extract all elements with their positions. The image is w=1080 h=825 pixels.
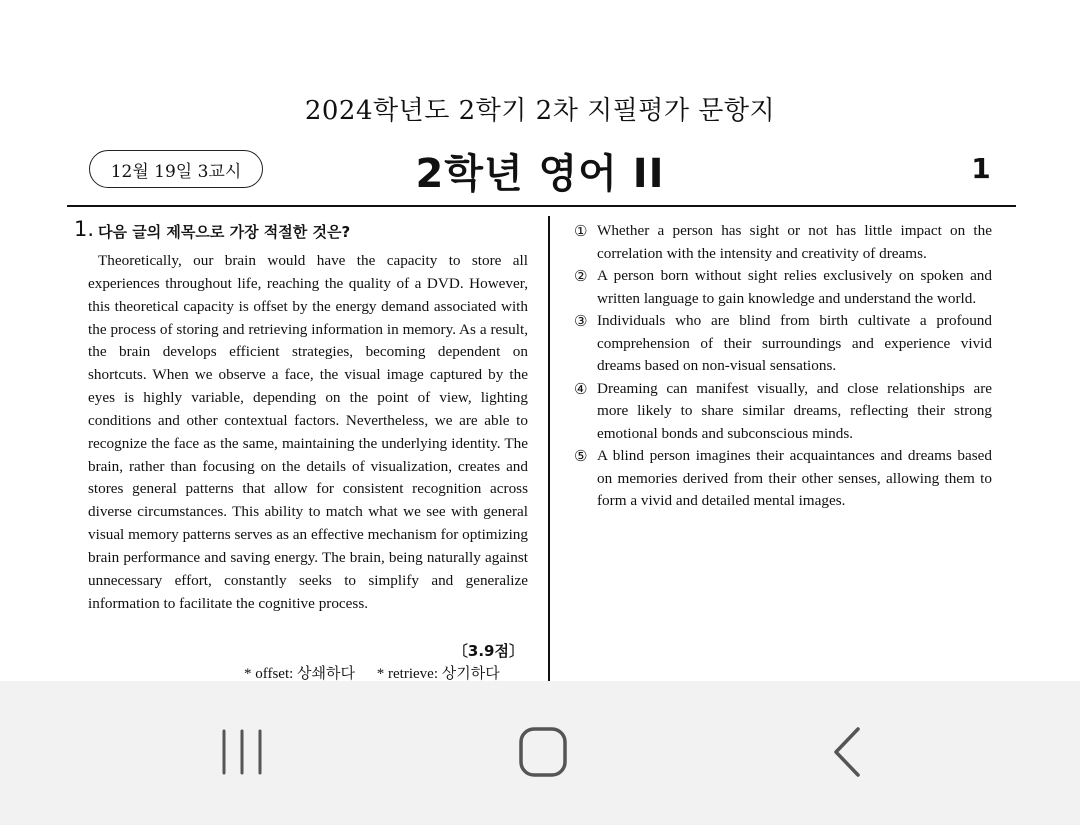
option-marker: ⑤ xyxy=(574,447,588,465)
header-divider xyxy=(67,205,1016,207)
footnote: * retrieve: 상기하다 xyxy=(376,666,500,681)
option-marker: ② xyxy=(574,267,588,285)
answer-option xyxy=(574,310,992,378)
subject-title: 2학년 영어 II xyxy=(415,151,665,197)
home-icon xyxy=(503,721,583,785)
footnotes xyxy=(244,662,534,681)
answer-option xyxy=(574,265,992,310)
recent-apps-button[interactable] xyxy=(202,721,282,785)
column-divider xyxy=(548,216,550,681)
recent-apps-icon xyxy=(202,721,282,785)
reading-passage xyxy=(88,250,528,616)
exam-title: 2024학년도 2학기 2차 지필평가 문항지 xyxy=(304,96,776,126)
points-label: 〔3.9점〕 xyxy=(452,642,524,660)
answer-option xyxy=(574,220,992,265)
answer-option xyxy=(574,378,992,446)
passage-text: Theoretically, our brain would have the capacity to store all experiences throughout life, reaching the quality of a DVD. However, this theoretical capacity is offset by the energy demand associated with the process of storing and retrieving information in memory. As a result, the brain develops efficient strategies, becoming dependent on shortcuts. When we observe a face, the visual image captured by the eyes is highly variable, depending on the point of view, lighting conditions and other contextual factors. Nevertheless, we are able to recognize the face as the same, maintaining the underlying identity. The brain, rather than focusing on the details of visualization, creates and stores general patterns that allow for consistent recognition across diverse circumstances. This ability to match what we see with general visual memory patterns serves as an effective mechanism for optimizing brain performance and saving energy. The brain, being naturally against unnecessary effort, constantly seeks to simplify and generalize information to facilitate the cognitive process. xyxy=(88,252,528,612)
option-marker: ① xyxy=(574,222,588,240)
answer-option xyxy=(574,445,992,513)
question-number: 1. xyxy=(74,217,95,241)
back-button[interactable] xyxy=(808,721,888,785)
option-text: Whether a person has sight or not has little impact on the correlation with the intensity and creativity of dreams. xyxy=(597,222,992,262)
footnote: * offset: 상쇄하다 xyxy=(244,666,356,681)
answer-options xyxy=(574,220,992,513)
page-number: 1 xyxy=(971,152,991,185)
option-text: Dreaming can manifest visually, and close relationships are more likely to share similar dreams, reflecting their strong emotional bonds and subconscious minds. xyxy=(597,379,992,442)
option-text: A person born without sight relies exclusively on spoken and written language to gain knowledge and understand the world. xyxy=(597,267,992,307)
date-period-badge: 12월 19일 3교시 xyxy=(89,150,263,188)
navigation-bar xyxy=(0,681,1080,825)
option-text: A blind person imagines their acquaintances and dreams based on memories derived from their other senses, allowing them to form a vivid and detailed mental images. xyxy=(597,447,992,509)
option-marker: ④ xyxy=(574,379,588,398)
question-prompt: 다음 글의 제목으로 가장 적절한 것은? xyxy=(98,223,351,241)
option-marker: ③ xyxy=(574,312,588,330)
home-button[interactable] xyxy=(503,721,583,785)
option-text: Individuals who are blind from birth cultivate a profound comprehension of their surroundings and experience vivid dreams based on non-visual sensations. xyxy=(597,312,992,374)
back-icon xyxy=(808,721,888,785)
